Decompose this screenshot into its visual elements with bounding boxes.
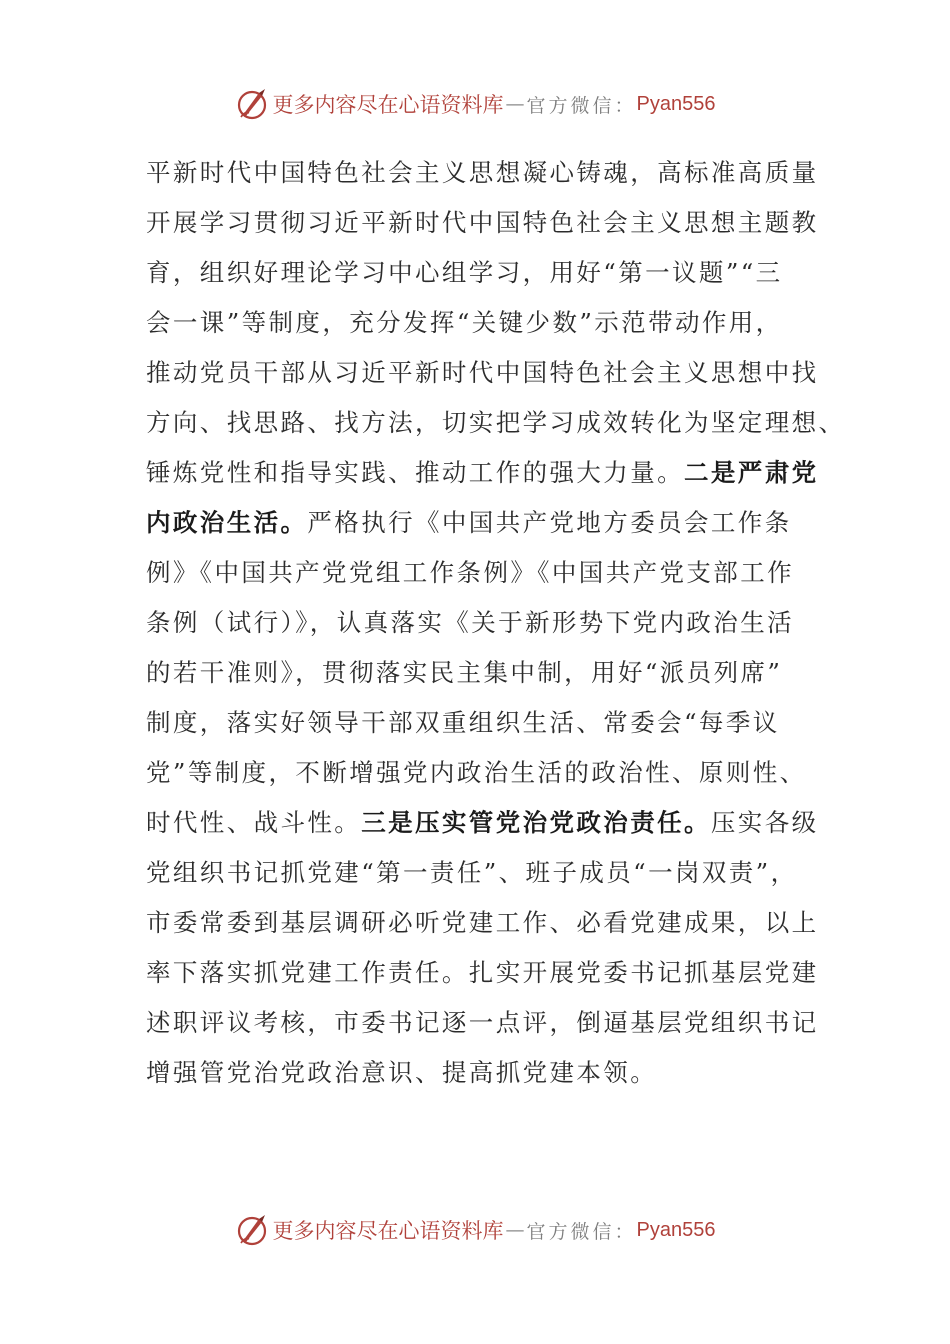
banner-text: 更多内容尽在心语资料库 [272, 93, 504, 117]
text-line [146, 898, 819, 948]
bold-heading-text: 三是压实管党治党政治责任。 [361, 808, 711, 837]
body-text: 育，组织好理论学习中心组学习，用好“第一议题”“三 [146, 258, 783, 287]
banner-separator: — [505, 1219, 525, 1241]
text-line [146, 748, 806, 798]
body-text: 压实各级 [710, 808, 819, 837]
bold-heading-text: 二是严肃党 [684, 458, 819, 487]
quill-pen-icon [235, 87, 269, 121]
document-body [146, 148, 846, 1098]
body-text: 严格执行《中国共产党地方委员会工作条 [307, 508, 792, 537]
banner-separator: — [505, 93, 525, 115]
body-text: 会一课”等制度，充分发挥“关键少数”示范带动作用， [146, 308, 783, 337]
text-line [146, 598, 806, 648]
banner-wechat-label: 官方微信： [526, 1220, 637, 1243]
header-banner [0, 84, 950, 124]
text-line [146, 648, 806, 698]
body-text: 增强管党治党政治意识、提高抓党建本领。 [146, 1058, 658, 1087]
bold-heading-text: 内政治生活。 [146, 508, 308, 537]
text-line [146, 848, 806, 898]
body-text: 党”等制度，不断增强党内政治生活的政治性、原则性、 [146, 758, 807, 787]
text-line [146, 398, 846, 448]
text-line [146, 1048, 806, 1098]
body-text: 的若干准则》，贯彻落实民主集中制，用好“派员列席” [146, 658, 783, 687]
body-text: 锤炼党性和指导实践、推动工作的强大力量。 [146, 458, 684, 487]
text-line [146, 198, 819, 248]
body-text: 例》《中国共产党党组工作条例》《中国共产党支部工作 [146, 558, 794, 587]
body-text: 制度，落实好领导干部双重组织生活、常委会“每季议 [146, 708, 780, 737]
text-line [146, 248, 806, 298]
body-text: 条例（试行）》，认真落实《关于新形势下党内政治生活 [146, 608, 794, 637]
body-text: 方向、找思路、找方法，切实把学习成效转化为坚定理想、 [146, 408, 846, 437]
body-text: 党组织书记抓党建“第一责任”、班子成员“一岗双责”， [146, 858, 798, 887]
footer-banner [0, 1210, 950, 1250]
body-text: 市委常委到基层调研必听党建工作、必看党建成果，以上 [146, 908, 819, 937]
text-line [146, 698, 806, 748]
body-text: 述职评议考核，市委书记逐一点评，倒逼基层党组织书记 [146, 1008, 819, 1037]
banner-text: 更多内容尽在心语资料库 [272, 1219, 504, 1243]
text-line [146, 298, 806, 348]
body-text: 平新时代中国特色社会主义思想凝心铸魂，高标准高质量 [146, 158, 819, 187]
banner-wechat-id: Pyan556 [636, 92, 716, 115]
text-line [146, 148, 819, 198]
body-text: 时代性、战斗性。 [146, 808, 362, 837]
quill-pen-icon [235, 1213, 269, 1247]
text-line [146, 948, 819, 998]
text-line [146, 798, 819, 848]
text-line [146, 498, 806, 548]
banner-wechat-id: Pyan556 [636, 1218, 716, 1241]
text-line [146, 998, 819, 1048]
banner-wechat-label: 官方微信： [526, 94, 637, 117]
text-line [146, 348, 819, 398]
text-line [146, 548, 806, 598]
body-text: 推动党员干部从习近平新时代中国特色社会主义思想中找 [146, 358, 819, 387]
text-line [146, 448, 819, 498]
body-text: 率下落实抓党建工作责任。扎实开展党委书记抓基层党建 [146, 958, 819, 987]
body-text: 开展学习贯彻习近平新时代中国特色社会主义思想主题教 [146, 208, 819, 237]
